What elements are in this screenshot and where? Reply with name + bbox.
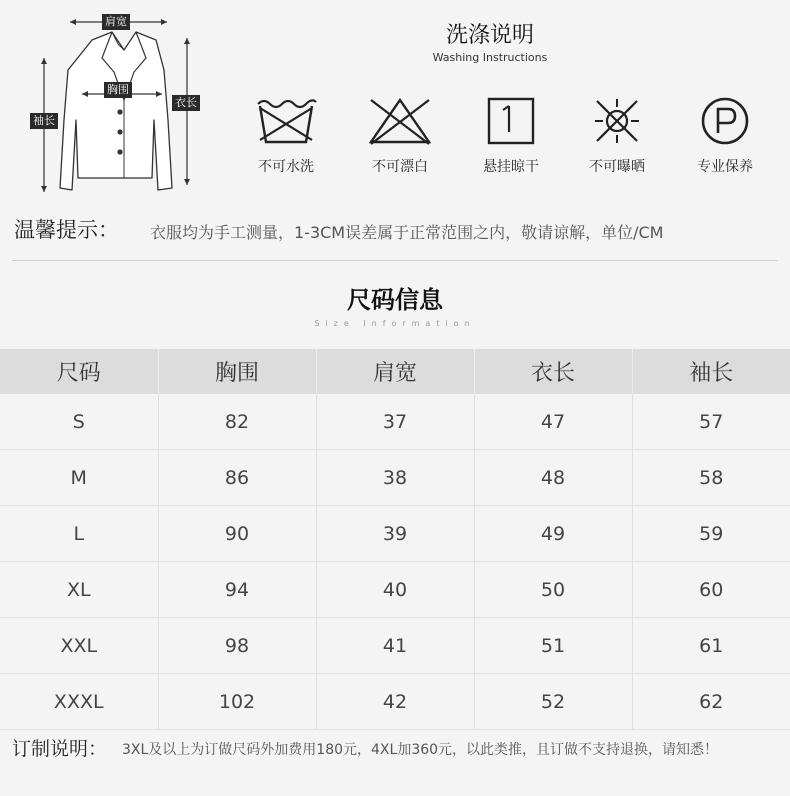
professional-care-icon	[698, 96, 752, 146]
header-cell-chest: 胸围	[158, 349, 316, 394]
washing-subtitle: Washing Instructions	[432, 51, 548, 64]
table-cell: 60	[632, 562, 790, 618]
garment-diagram	[22, 10, 212, 195]
table-cell: 50	[474, 562, 632, 618]
tip-title: 温馨提示：	[14, 218, 119, 242]
garment-length-label: 衣长	[172, 95, 200, 111]
table-cell: 52	[474, 674, 632, 730]
table-cell: XXXL	[0, 674, 158, 730]
header-cell-size: 尺码	[0, 349, 158, 394]
wash-label: 不可水洗	[258, 159, 314, 175]
sleeve-length-label: 袖长	[30, 113, 58, 129]
table-row	[0, 674, 790, 730]
table-cell: 62	[632, 674, 790, 730]
table-cell: 40	[316, 562, 474, 618]
table-row	[0, 450, 790, 506]
table-row	[0, 506, 790, 562]
size-info-subtitle: Size Information	[314, 319, 476, 328]
table-cell: 82	[158, 394, 316, 450]
wash-item-no-bleach	[350, 96, 450, 176]
table-cell: 58	[632, 450, 790, 506]
wash-label: 悬挂晾干	[483, 159, 539, 175]
table-cell: 39	[316, 506, 474, 562]
table-cell: L	[0, 506, 158, 562]
table-cell: XL	[0, 562, 158, 618]
table-cell: 42	[316, 674, 474, 730]
wash-item-no-sun	[567, 96, 667, 176]
table-cell: 51	[474, 618, 632, 674]
wash-label: 不可漂白	[372, 159, 428, 175]
table-cell: 98	[158, 618, 316, 674]
divider	[12, 260, 778, 261]
header-cell-length: 衣长	[474, 349, 632, 394]
wash-item-hang-dry	[461, 96, 561, 176]
header-cell-shoulder: 肩宽	[316, 349, 474, 394]
table-cell: S	[0, 394, 158, 450]
size-table	[0, 349, 790, 730]
wash-label: 专业保养	[697, 159, 753, 175]
no-bleach-icon	[367, 96, 433, 146]
table-cell: M	[0, 450, 158, 506]
table-cell: 102	[158, 674, 316, 730]
shoulder-width-label: 肩宽	[102, 14, 130, 30]
washing-title: 洗涤说明	[445, 23, 534, 48]
table-cell: 41	[316, 618, 474, 674]
wash-label: 不可曝晒	[589, 159, 645, 175]
no-sun-dry-icon	[591, 96, 643, 146]
custom-order-title: 订制说明：	[12, 738, 108, 760]
table-row	[0, 562, 790, 618]
wash-item-no-wash	[236, 96, 336, 176]
no-wash-icon	[254, 96, 318, 146]
table-cell: 61	[632, 618, 790, 674]
table-cell: 59	[632, 506, 790, 562]
size-table-header	[0, 349, 790, 394]
table-row	[0, 618, 790, 674]
table-cell: 47	[474, 394, 632, 450]
table-cell: XXL	[0, 618, 158, 674]
hang-dry-icon	[485, 96, 537, 146]
chest-label: 胸围	[104, 82, 132, 98]
table-cell: 57	[632, 394, 790, 450]
table-cell: 37	[316, 394, 474, 450]
size-info-title: 尺码信息	[347, 286, 443, 314]
tip-text: 衣服均为手工测量，1-3CM误差属于正常范围之内，敬请谅解，单位/CM	[150, 223, 664, 242]
table-cell: 94	[158, 562, 316, 618]
custom-order-text: 3XL及以上为订做尺码外加费用180元，4XL加360元，以此类推，且订做不支持退换，请知悉！	[122, 742, 719, 758]
table-cell: 38	[316, 450, 474, 506]
table-cell: 86	[158, 450, 316, 506]
table-row	[0, 394, 790, 450]
table-cell: 90	[158, 506, 316, 562]
wash-item-professional	[675, 96, 775, 176]
header-cell-sleeve: 袖长	[632, 349, 790, 394]
table-cell: 49	[474, 506, 632, 562]
table-cell: 48	[474, 450, 632, 506]
